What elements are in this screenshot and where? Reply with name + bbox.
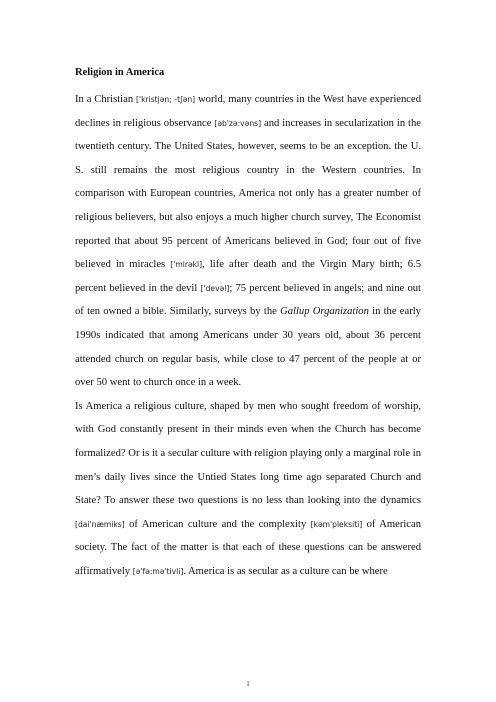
document-title: Religion in America (75, 67, 165, 78)
text-run: of American culture and the complexity (124, 518, 311, 530)
phonetic-transcription: [əb'zə:vəns] (214, 118, 262, 128)
phonetic-transcription: [dai'næmiks] (75, 519, 125, 529)
phonetic-transcription: [kəm'pleksiti] (310, 519, 363, 529)
text-run: ; 75 percent believed in angels; and nine out of ten owned a bible. Similarly, surveys by the (75, 282, 421, 318)
text-run: . America is as secular as a culture can be where (183, 565, 388, 577)
phonetic-transcription: ['devəl] (200, 283, 230, 293)
text-run: of American society. The fact of the matter is that each of these questions can be answered affirmatively (75, 518, 421, 577)
document-page (75, 66, 421, 583)
text-run: , life after death and the Virgin Mary birth; 6.5 percent believed in the devil (75, 259, 421, 294)
page-number: 1 (246, 680, 250, 688)
text-run: Is America a religious culture, shaped by men who sought freedom of worship, with God constantly present in their minds even when the Church has become formalized? Or is it a secular culture with religion playing only a marginal role in men’s daily lives since the Untied States long time ago separated Church and State? To answer these two questions is no less than looking into the dynamics (75, 400, 421, 507)
phonetic-transcription: [ə'fə:mə'tivli] (132, 566, 184, 576)
paragraph-1 (75, 88, 421, 395)
text-run: and increases in secularization in the twentieth century. The United States, however, seems to be an exception. the U. S. still remains the most religious country in the Western countries. In comparison with European countries, America not only has a greater number of religious believers, but also enjoys a much higher church survey, The Economist reported that about 95 percent of Americans believed in God; four out of five believed in miracles (75, 117, 421, 271)
text-run: world, many countries in the West have experienced declines in religious observance (75, 94, 421, 129)
phonetic-transcription: ['kristjən; -tʃən] (136, 95, 196, 104)
text-run: in the early 1990s indicated that among Americans under 30 years old, about 36 percent attended church on regular basis, while close to 47 percent of the people at or over 50 went to church once in a week. (75, 306, 421, 389)
paragraph-2 (75, 395, 421, 584)
organization-name: Gallup Organization (280, 306, 369, 318)
phonetic-transcription: ['mirəkl] (170, 260, 203, 270)
text-run: In a Christian (75, 94, 137, 105)
